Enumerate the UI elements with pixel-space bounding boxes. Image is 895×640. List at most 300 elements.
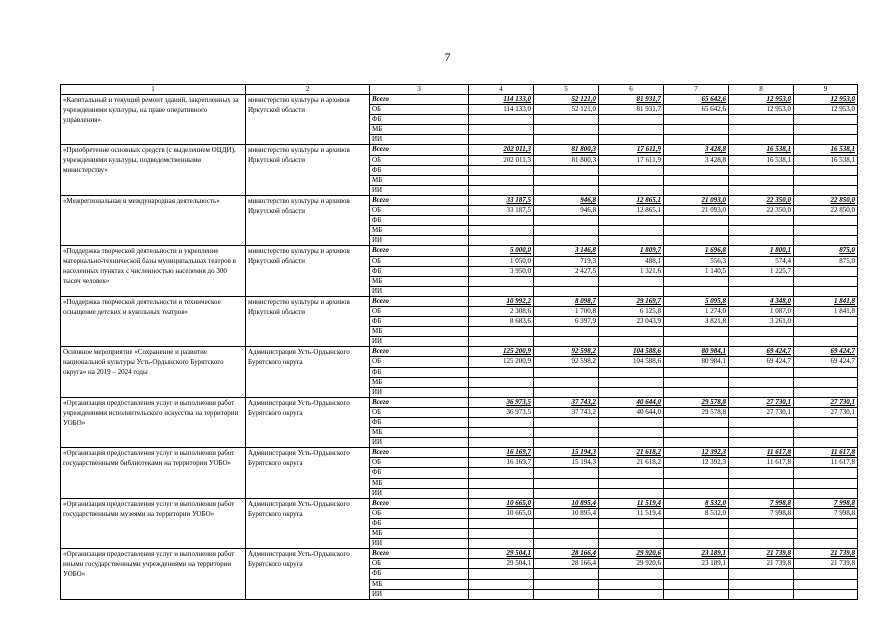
amount-cell [664, 125, 729, 135]
amount-cell: 4 348,0 [729, 296, 794, 306]
amount-cell [599, 387, 664, 397]
amount-cell: 23 043,9 [599, 317, 664, 327]
program-description: «Организация предоставления услуг и выполнения работ учреждениями исполнительского искусства на территории УОБО» [61, 397, 246, 447]
amount-cell [794, 387, 858, 397]
amount-cell [664, 478, 729, 488]
amount-cell [664, 367, 729, 377]
column-header: 3 [370, 85, 469, 95]
amount-cell [469, 367, 534, 377]
amount-cell [469, 387, 534, 397]
amount-cell [729, 529, 794, 539]
amount-cell: 33 187,5 [469, 206, 534, 216]
amount-cell: 21 739,8 [794, 549, 858, 559]
funding-source: МБ [370, 529, 469, 539]
funding-source: Всего [370, 498, 469, 508]
amount-cell: 29 578,8 [664, 407, 729, 417]
amount-cell [534, 478, 599, 488]
amount-cell: 29 169,7 [599, 296, 664, 306]
funding-source: ИИ [370, 337, 469, 347]
amount-cell [729, 468, 794, 478]
amount-cell [729, 185, 794, 195]
funding-source: ОБ [370, 256, 469, 266]
amount-cell: 1 321,6 [599, 266, 664, 276]
amount-cell [664, 175, 729, 185]
program-description: «Поддержка творческой деятельности и укрепление материально-технической базы муниципальных театров в населенных пунктах с численностью населения до 300 тысяч человек» [61, 246, 246, 296]
amount-cell: 8 683,6 [469, 317, 534, 327]
column-header: 1 [61, 85, 246, 95]
amount-cell [599, 115, 664, 125]
amount-cell [729, 115, 794, 125]
amount-cell: 3 146,8 [534, 246, 599, 256]
program-description: Основное мероприятие «Сохранение и развитие национальной культуры Усть-Ордынского Бурятского округа» на 2019 – 2024 годы [61, 347, 246, 397]
funding-source: ОБ [370, 206, 469, 216]
table-row [61, 296, 858, 306]
amount-cell [729, 226, 794, 236]
amount-cell [664, 337, 729, 347]
amount-cell [534, 216, 599, 226]
amount-cell: 875,0 [794, 256, 858, 266]
amount-cell [599, 286, 664, 296]
column-header: 4 [469, 85, 534, 95]
amount-cell: 27 730,1 [794, 407, 858, 417]
amount-cell [794, 276, 858, 286]
amount-cell: 125 200,9 [469, 347, 534, 357]
funding-source: МБ [370, 579, 469, 589]
table-row [61, 95, 858, 105]
amount-cell: 69 424,7 [794, 357, 858, 367]
amount-cell: 3 428,8 [664, 155, 729, 165]
amount-cell [599, 135, 664, 145]
amount-cell: 29 504,1 [469, 549, 534, 559]
amount-cell: 27 730,1 [729, 397, 794, 407]
column-header: 7 [664, 85, 729, 95]
amount-cell [664, 226, 729, 236]
table-header-row [61, 85, 858, 95]
amount-cell [534, 428, 599, 438]
amount-cell: 81 931,7 [599, 105, 664, 115]
amount-cell: 29 920,6 [599, 559, 664, 569]
amount-cell [794, 478, 858, 488]
amount-cell: 16 538,1 [794, 145, 858, 155]
amount-cell: 69 424,7 [729, 357, 794, 367]
amount-cell [469, 529, 534, 539]
amount-cell [599, 418, 664, 428]
column-header: 8 [729, 85, 794, 95]
amount-cell: 3 950,0 [469, 266, 534, 276]
amount-cell [794, 175, 858, 185]
funding-source: Всего [370, 397, 469, 407]
amount-cell [469, 428, 534, 438]
amount-cell [729, 518, 794, 528]
amount-cell: 17 611,9 [599, 155, 664, 165]
amount-cell [729, 428, 794, 438]
amount-cell: 12 953,0 [794, 95, 858, 105]
funding-source: ФБ [370, 418, 469, 428]
amount-cell: 5 000,0 [469, 246, 534, 256]
program-description: «Межрегиональная и международная деятельность» [61, 195, 246, 245]
column-header: 6 [599, 85, 664, 95]
funding-source: ФБ [370, 216, 469, 226]
amount-cell: 22 350,0 [729, 195, 794, 205]
amount-cell [664, 286, 729, 296]
amount-cell [469, 286, 534, 296]
amount-cell [469, 236, 534, 246]
amount-cell [534, 276, 599, 286]
amount-cell [599, 377, 664, 387]
amount-cell [794, 518, 858, 528]
amount-cell: 1 800,1 [729, 246, 794, 256]
amount-cell [469, 478, 534, 488]
amount-cell: 6 397,9 [534, 317, 599, 327]
amount-cell [664, 135, 729, 145]
amount-cell [534, 367, 599, 377]
amount-cell: 16 538,1 [729, 155, 794, 165]
amount-cell [794, 418, 858, 428]
funding-source: МБ [370, 377, 469, 387]
funding-source: ОБ [370, 155, 469, 165]
amount-cell: 8 532,0 [664, 498, 729, 508]
amount-cell [794, 428, 858, 438]
amount-cell: 12 953,0 [729, 95, 794, 105]
amount-cell [794, 438, 858, 448]
amount-cell: 202 011,3 [469, 145, 534, 155]
funding-source: ИИ [370, 488, 469, 498]
amount-cell [599, 165, 664, 175]
amount-cell [794, 579, 858, 589]
amount-cell: 52 121,0 [534, 95, 599, 105]
amount-cell: 69 424,7 [794, 347, 858, 357]
amount-cell [664, 377, 729, 387]
amount-cell [794, 337, 858, 347]
amount-cell [729, 478, 794, 488]
funding-source: Всего [370, 549, 469, 559]
amount-cell [729, 438, 794, 448]
table-row [61, 448, 858, 458]
amount-cell [599, 488, 664, 498]
amount-cell [599, 569, 664, 579]
amount-cell [729, 216, 794, 226]
amount-cell [599, 438, 664, 448]
amount-cell: 1 841,8 [794, 296, 858, 306]
amount-cell [469, 135, 534, 145]
amount-cell [534, 135, 599, 145]
amount-cell [469, 175, 534, 185]
amount-cell [599, 589, 664, 599]
amount-cell [664, 518, 729, 528]
amount-cell [534, 539, 599, 549]
amount-cell: 1 696,8 [664, 246, 729, 256]
table-row [61, 549, 858, 559]
amount-cell [664, 529, 729, 539]
amount-cell [599, 367, 664, 377]
program-description: «Организация предоставления услуг и выполнения работ государственными музеями на территории УОБО» [61, 498, 246, 548]
amount-cell: 2 308,6 [469, 306, 534, 316]
amount-cell [469, 185, 534, 195]
amount-cell: 8 098,7 [534, 296, 599, 306]
amount-cell [794, 317, 858, 327]
responsible-executor: Администрация Усть-Ордынского Бурятского округа [246, 347, 370, 397]
table-row [61, 347, 858, 357]
funding-source: ИИ [370, 589, 469, 599]
amount-cell [729, 125, 794, 135]
amount-cell [794, 539, 858, 549]
amount-cell [534, 569, 599, 579]
amount-cell [729, 579, 794, 589]
amount-cell [729, 135, 794, 145]
amount-cell [534, 589, 599, 599]
amount-cell: 104 588,6 [599, 347, 664, 357]
program-description: «Организация предоставления услуг и выполнения работ иными государственными учреждениями на территории УОБО» [61, 549, 246, 599]
amount-cell: 488,1 [599, 256, 664, 266]
amount-cell: 65 642,6 [664, 95, 729, 105]
responsible-executor: министерство культуры и архивов Иркутской области [246, 145, 370, 195]
amount-cell: 65 642,6 [664, 105, 729, 115]
amount-cell: 1 087,0 [729, 306, 794, 316]
amount-cell: 92 598,2 [534, 347, 599, 357]
amount-cell: 8 532,0 [664, 508, 729, 518]
amount-cell [794, 327, 858, 337]
amount-cell [794, 185, 858, 195]
amount-cell [794, 165, 858, 175]
amount-cell: 40 644,0 [599, 397, 664, 407]
amount-cell [534, 236, 599, 246]
amount-cell [599, 539, 664, 549]
amount-cell: 3 821,8 [664, 317, 729, 327]
amount-cell [664, 185, 729, 195]
amount-cell: 114 133,0 [469, 105, 534, 115]
responsible-executor: министерство культуры и архивов Иркутской области [246, 296, 370, 346]
funding-source: ФБ [370, 115, 469, 125]
amount-cell: 12 865,1 [599, 206, 664, 216]
amount-cell [534, 185, 599, 195]
amount-cell [469, 539, 534, 549]
amount-cell: 10 895,4 [534, 508, 599, 518]
amount-cell [794, 286, 858, 296]
amount-cell: 37 743,2 [534, 407, 599, 417]
amount-cell [729, 387, 794, 397]
funding-source: ИИ [370, 438, 469, 448]
funding-source: ОБ [370, 559, 469, 569]
amount-cell: 22 350,0 [729, 206, 794, 216]
amount-cell: 16 538,1 [794, 155, 858, 165]
amount-cell [599, 529, 664, 539]
funding-source: ИИ [370, 286, 469, 296]
amount-cell: 21 093,0 [664, 195, 729, 205]
amount-cell [469, 418, 534, 428]
amount-cell [469, 438, 534, 448]
amount-cell [664, 276, 729, 286]
amount-cell: 16 169,7 [469, 458, 534, 468]
amount-cell [794, 236, 858, 246]
amount-cell [794, 226, 858, 236]
amount-cell [599, 185, 664, 195]
funding-source: ИИ [370, 539, 469, 549]
amount-cell: 1 140,5 [664, 266, 729, 276]
amount-cell: 2 427,5 [534, 266, 599, 276]
amount-cell: 11 519,4 [599, 498, 664, 508]
amount-cell: 81 800,3 [534, 155, 599, 165]
amount-cell [534, 125, 599, 135]
amount-cell [664, 539, 729, 549]
funding-source: ОБ [370, 357, 469, 367]
amount-cell: 12 953,0 [794, 105, 858, 115]
amount-cell: 36 973,5 [469, 397, 534, 407]
amount-cell: 21 739,8 [729, 549, 794, 559]
amount-cell [729, 327, 794, 337]
amount-cell [599, 468, 664, 478]
amount-cell: 17 611,9 [599, 145, 664, 155]
funding-source: Всего [370, 246, 469, 256]
amount-cell [729, 236, 794, 246]
amount-cell [794, 589, 858, 599]
amount-cell [599, 276, 664, 286]
amount-cell: 16 169,7 [469, 448, 534, 458]
amount-cell: 7 998,8 [729, 508, 794, 518]
amount-cell [469, 589, 534, 599]
amount-cell: 16 538,1 [729, 145, 794, 155]
responsible-executor: министерство культуры и архивов Иркутской области [246, 95, 370, 145]
amount-cell [534, 529, 599, 539]
responsible-executor: Администрация Усть-Ордынского Бурятского округа [246, 549, 370, 599]
amount-cell [469, 216, 534, 226]
amount-cell [469, 468, 534, 478]
amount-cell: 7 998,8 [794, 508, 858, 518]
amount-cell: 81 931,7 [599, 95, 664, 105]
column-header: 5 [534, 85, 599, 95]
amount-cell: 1 050,0 [469, 256, 534, 266]
amount-cell: 12 865,1 [599, 195, 664, 205]
amount-cell [664, 327, 729, 337]
amount-cell [794, 125, 858, 135]
amount-cell: 23 189,1 [664, 549, 729, 559]
amount-cell [729, 377, 794, 387]
amount-cell: 28 166,4 [534, 549, 599, 559]
amount-cell: 21 739,8 [794, 559, 858, 569]
amount-cell: 52 121,0 [534, 105, 599, 115]
amount-cell [469, 518, 534, 528]
amount-cell [469, 579, 534, 589]
funding-source: ФБ [370, 367, 469, 377]
amount-cell [599, 175, 664, 185]
amount-cell [729, 589, 794, 599]
funding-source: ОБ [370, 407, 469, 417]
funding-source: ОБ [370, 458, 469, 468]
amount-cell [599, 125, 664, 135]
amount-cell: 22 850,0 [794, 206, 858, 216]
amount-cell: 22 850,0 [794, 195, 858, 205]
amount-cell [599, 226, 664, 236]
column-header: 2 [246, 85, 370, 95]
amount-cell [599, 478, 664, 488]
funding-source: ИИ [370, 236, 469, 246]
amount-cell: 21 618,2 [599, 458, 664, 468]
funding-source: Всего [370, 145, 469, 155]
amount-cell [469, 226, 534, 236]
amount-cell: 29 504,1 [469, 559, 534, 569]
amount-cell [534, 488, 599, 498]
amount-cell: 81 800,3 [534, 145, 599, 155]
amount-cell: 36 973,5 [469, 407, 534, 417]
amount-cell: 11 617,8 [729, 458, 794, 468]
amount-cell: 202 011,3 [469, 155, 534, 165]
amount-cell [469, 125, 534, 135]
funding-source: ФБ [370, 518, 469, 528]
amount-cell: 5 095,8 [664, 296, 729, 306]
funding-source: ОБ [370, 508, 469, 518]
amount-cell: 21 093,0 [664, 206, 729, 216]
responsible-executor: Администрация Усть-Ордынского Бурятского округа [246, 498, 370, 548]
amount-cell: 1 274,0 [664, 306, 729, 316]
amount-cell: 7 998,8 [794, 498, 858, 508]
amount-cell [469, 115, 534, 125]
amount-cell [534, 175, 599, 185]
funding-source: ИИ [370, 185, 469, 195]
amount-cell: 33 187,5 [469, 195, 534, 205]
amount-cell: 1 700,8 [534, 306, 599, 316]
funding-source: МБ [370, 327, 469, 337]
amount-cell: 10 992,2 [469, 296, 534, 306]
amount-cell: 40 644,0 [599, 407, 664, 417]
amount-cell: 80 984,1 [664, 357, 729, 367]
amount-cell [664, 488, 729, 498]
amount-cell [534, 579, 599, 589]
amount-cell [729, 418, 794, 428]
amount-cell [664, 236, 729, 246]
funding-source: ОБ [370, 105, 469, 115]
amount-cell: 80 984,1 [664, 347, 729, 357]
amount-cell [664, 428, 729, 438]
amount-cell [599, 337, 664, 347]
amount-cell: 11 617,8 [794, 458, 858, 468]
amount-cell [729, 488, 794, 498]
table-row [61, 145, 858, 155]
amount-cell [794, 367, 858, 377]
amount-cell [729, 367, 794, 377]
amount-cell [534, 418, 599, 428]
amount-cell: 3 428,8 [664, 145, 729, 155]
amount-cell [729, 165, 794, 175]
amount-cell: 21 618,2 [599, 448, 664, 458]
funding-source: МБ [370, 276, 469, 286]
table-row [61, 246, 858, 256]
amount-cell: 37 743,2 [534, 397, 599, 407]
amount-cell: 875,0 [794, 246, 858, 256]
amount-cell: 114 133,0 [469, 95, 534, 105]
funding-source: ФБ [370, 468, 469, 478]
amount-cell [469, 165, 534, 175]
amount-cell [794, 529, 858, 539]
funding-source: ИИ [370, 387, 469, 397]
amount-cell [469, 276, 534, 286]
amount-cell: 11 617,8 [729, 448, 794, 458]
amount-cell: 6 125,8 [599, 306, 664, 316]
funding-source: ФБ [370, 569, 469, 579]
amount-cell [534, 438, 599, 448]
amount-cell: 946,8 [534, 206, 599, 216]
responsible-executor: министерство культуры и архивов Иркутской области [246, 246, 370, 296]
amount-cell [534, 377, 599, 387]
amount-cell [534, 226, 599, 236]
funding-source: ФБ [370, 165, 469, 175]
amount-cell [664, 165, 729, 175]
amount-cell [794, 266, 858, 276]
amount-cell: 946,8 [534, 195, 599, 205]
amount-cell [794, 115, 858, 125]
amount-cell [599, 216, 664, 226]
amount-cell [794, 488, 858, 498]
table-row [61, 498, 858, 508]
amount-cell: 12 953,0 [729, 105, 794, 115]
